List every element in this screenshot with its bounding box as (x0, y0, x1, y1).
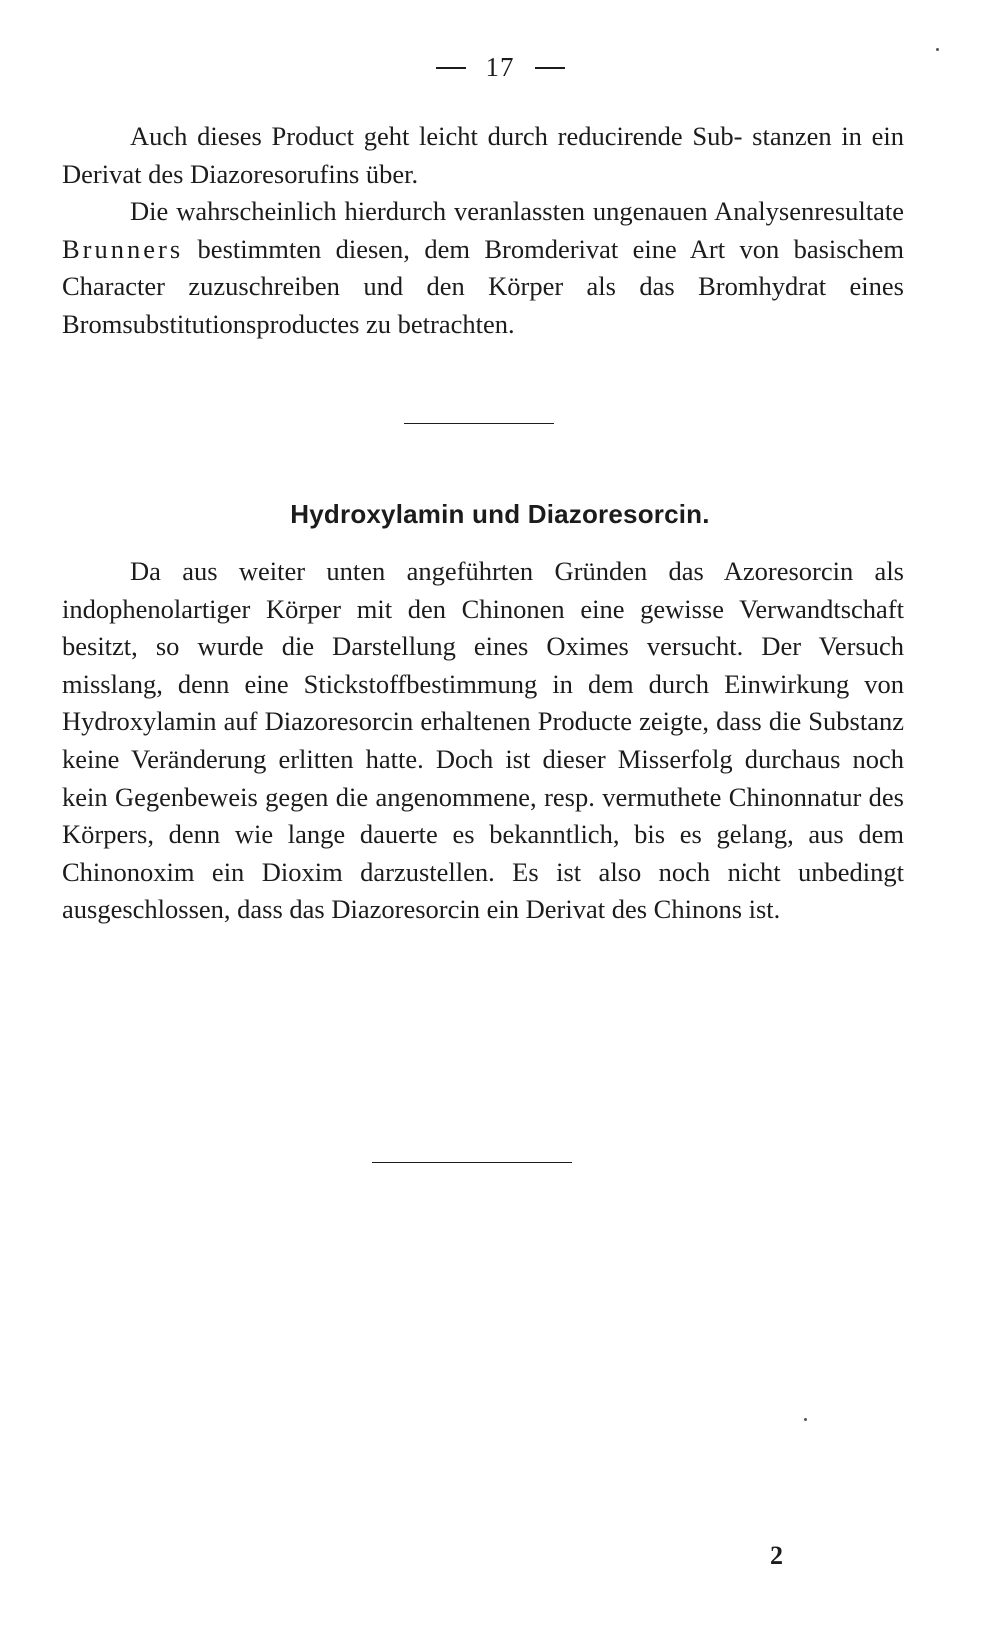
paragraph-3: Da aus weiter unten angeführten Gründen das Azoresorcin als indophenolartiger Körper mit den Chinonen eine gewisse Verwandtschaft besitzt, so wurde die Darstellung eines Oximes versucht. Der Versuch misslang, denn eine Stickstoffbestimmung in dem durch Einwirkung von Hydroxylamin auf Diazoresorcin erhaltenen Producte zeigte, dass die Substanz keine Veränderung erlitten hatte. Doch ist dieser Misserfolg durchaus noch kein Gegenbeweis gegen die angenommene, resp. vermuthete Chinonnatur des Körpers, denn wie lange dauerte es bekanntlich, bis es gelang, aus dem Chinonoxim ein Dioxim darzustellen. Es ist also noch nicht unbedingt ausgeschlossen, dass das Diazoresorcin ein Derivat des Chinons ist. (62, 556, 904, 925)
paragraph-1-line-1: Auch dieses Product geht leicht durch reducirende Sub- (130, 121, 743, 151)
paragraph-1 (62, 118, 904, 193)
page-number (0, 52, 1000, 83)
section-divider-top (404, 423, 554, 424)
paragraph-2-part-before: Die wahrscheinlich hierdurch veranlassten ungenauen Analysenresultate (130, 196, 904, 227)
text-block-intro (62, 118, 904, 344)
page-number-dash-right (535, 67, 565, 69)
paper-speck (804, 1418, 807, 1421)
section-heading: Hydroxylamin und Diazoresorcin. (290, 499, 710, 529)
paragraph-1-line-2: stanzen in ein Derivat des Diazoresorufins über. (62, 121, 905, 189)
paragraph-2-author-name: Brunners (62, 233, 184, 264)
paper-speck (936, 48, 939, 51)
paragraph-2 (62, 193, 904, 343)
signature-mark: 2 (770, 1541, 783, 1570)
paragraph-2-part-after: bestimmten diesen, dem Bromderivat eine Art von basischem Character zuzuschreiben und den Körper als das Bromhydrat eines Bromsubstitutionsproductes zu betrachten. (62, 233, 904, 339)
text-block-section (62, 553, 904, 929)
page-number-value: 17 (485, 52, 515, 82)
page-number-dash-left (436, 67, 466, 69)
section-divider-bottom (372, 1162, 572, 1163)
